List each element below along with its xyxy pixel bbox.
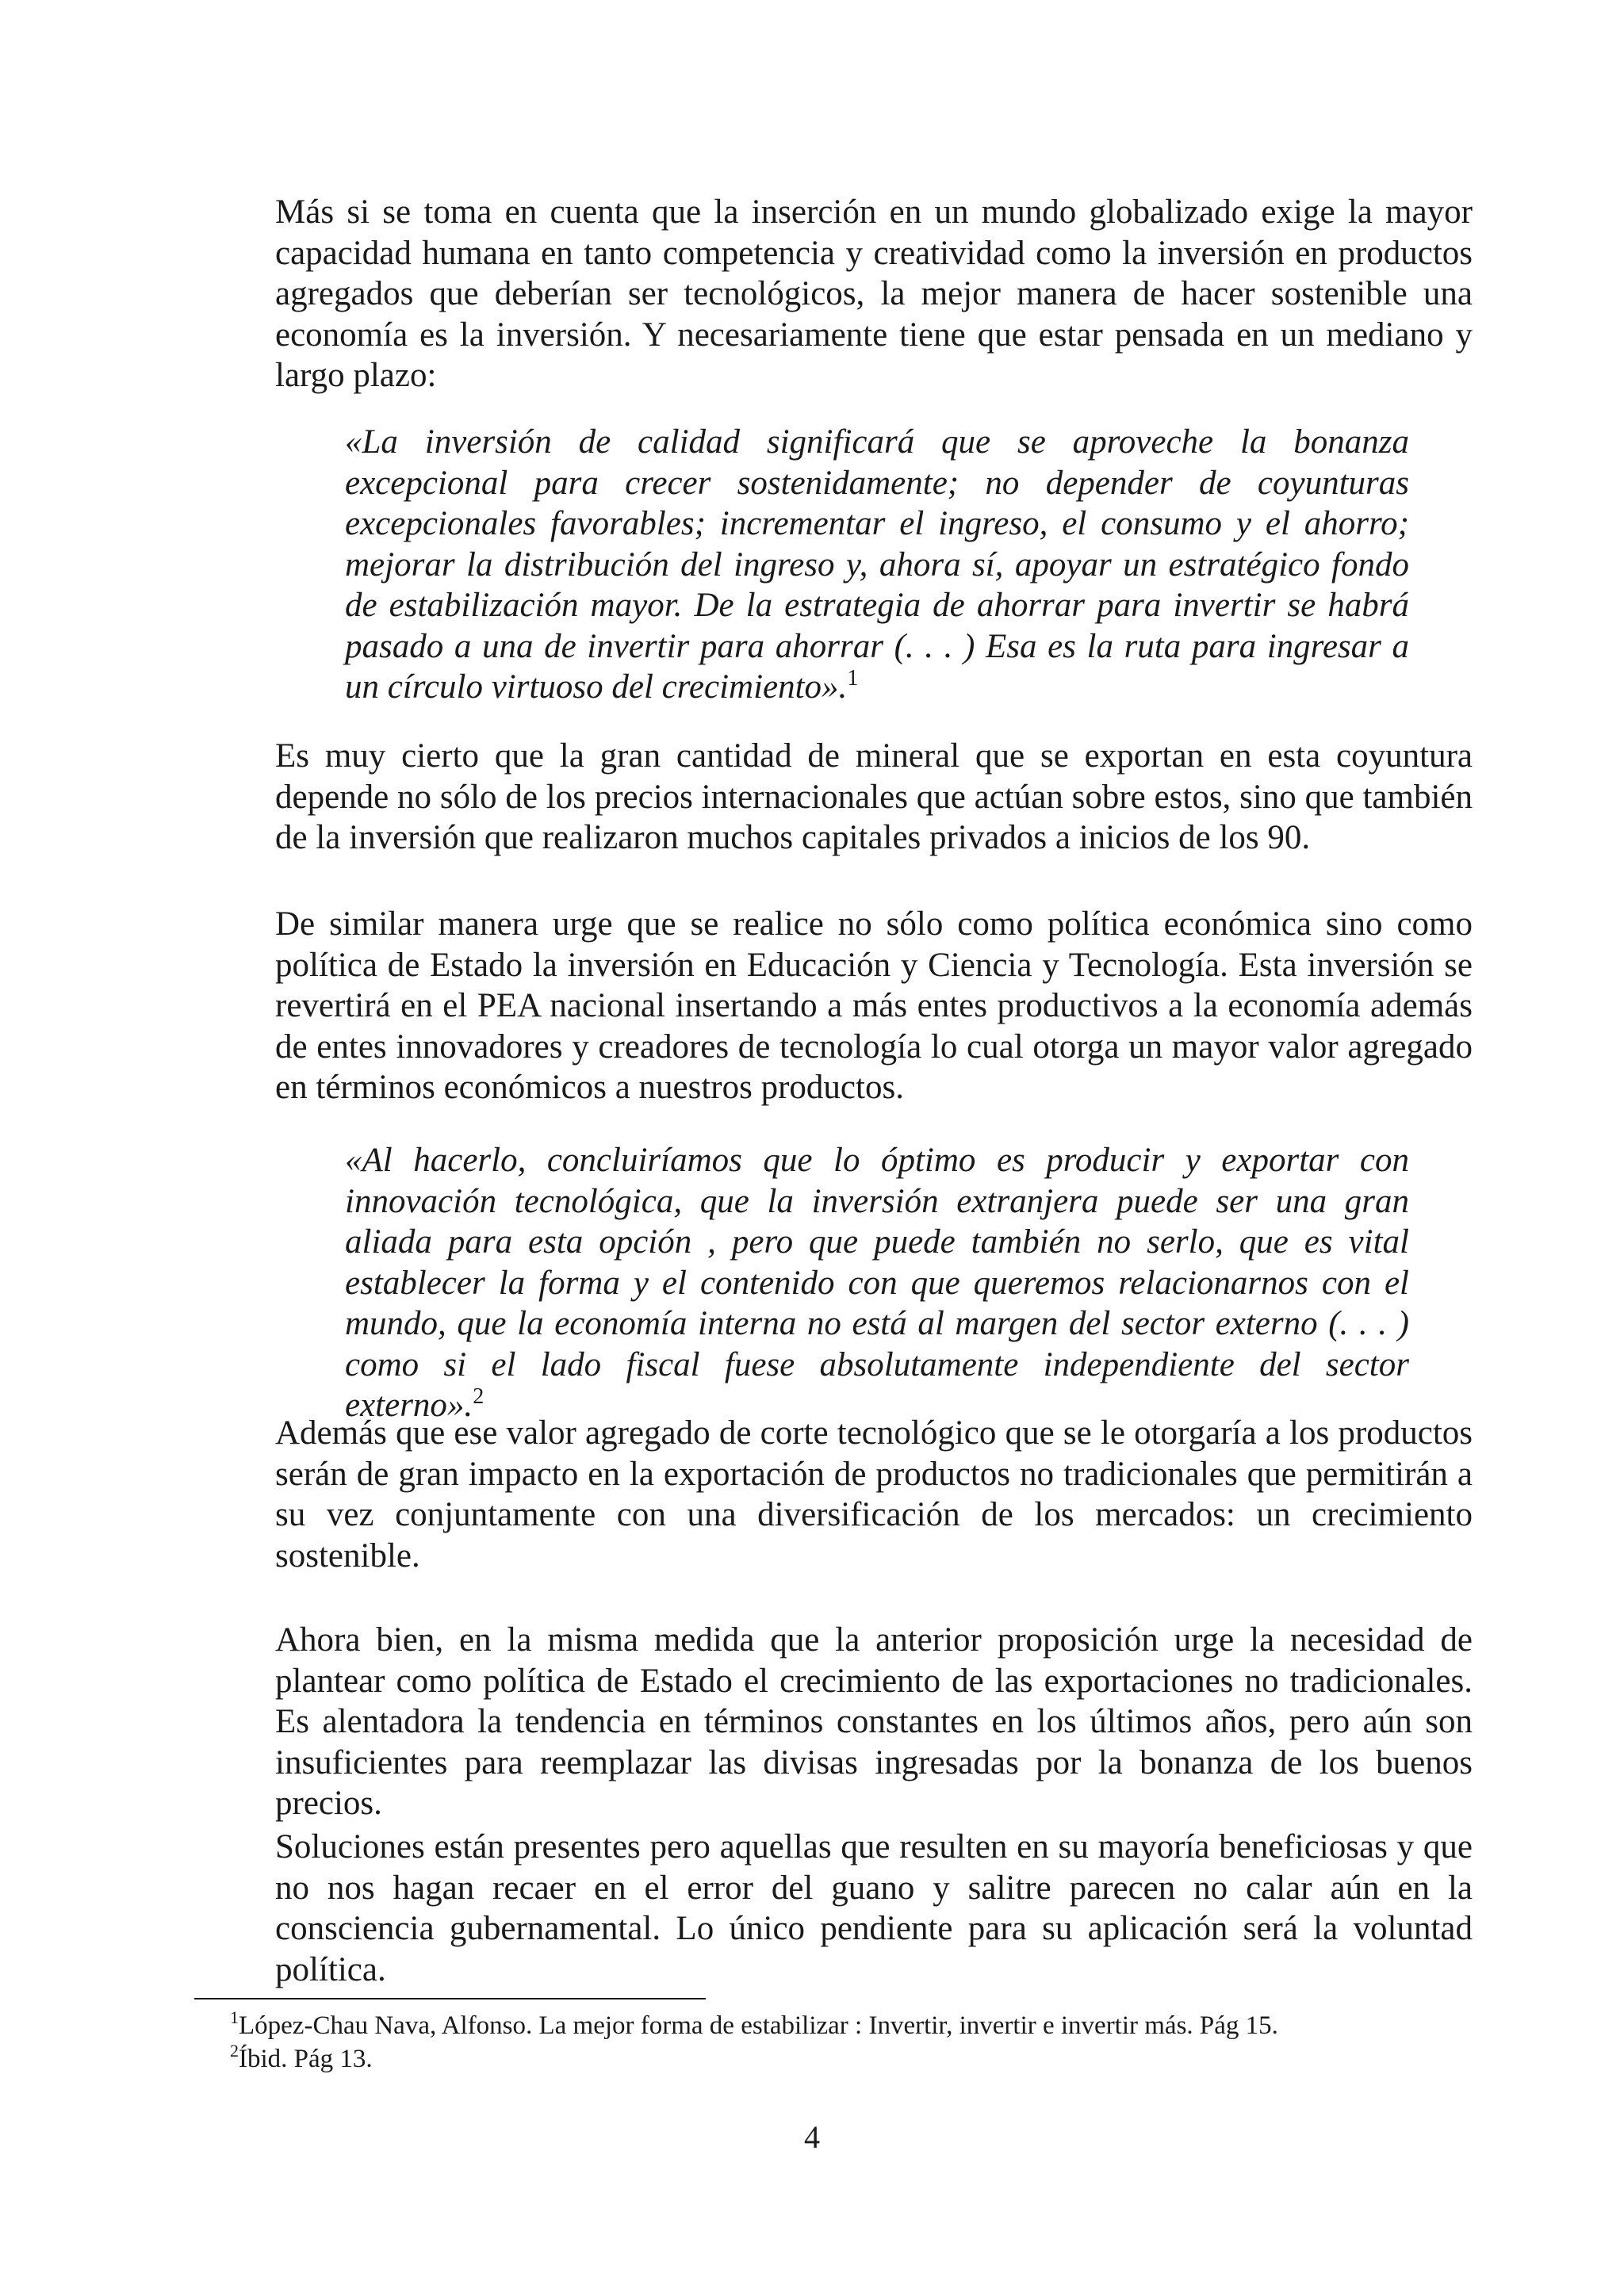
footnote-number: 2 bbox=[230, 2041, 239, 2061]
footnote-divider bbox=[194, 1998, 706, 1999]
quote-text: «Al hacerlo, concluiríamos que lo óptimo es producir y exportar con innovación tecnológica, que la inversión extranjera puede ser una gran aliada para esta opción , pero que puede también no serlo, que es vital establecer la forma y el contenido con que queremos relacionarnos con el mundo, que la economía interna no está al margen del sector externo (. . . ) como si el lado fiscal fuese absolutamente independiente del sector externo». bbox=[345, 1142, 1409, 1424]
footnote-1 bbox=[230, 2009, 1467, 2042]
paragraph-investment-intro: Más si se toma en cuenta que la inserción en un mundo globalizado exige la mayor capacidad humana en tanto competencia y creatividad como la inversión en productos agregados que deberían ser tecnológicos, la mejor manera de hacer sostenible una economía es la inversión. Y necesariamente tiene que estar pensada en un mediano y largo plazo: bbox=[275, 193, 1473, 394]
footnote-number: 1 bbox=[230, 2007, 239, 2027]
block-quote-1 bbox=[345, 422, 1409, 708]
paragraph-non-traditional-exports: Ahora bien, en la misma medida que la anterior proposición urge la necesidad de plantear como política de Estado el crecimiento de las exportaciones no tradicionales. Es alentadora la tendencia en términos constantes en los últimos años, pero aún son insuficientes para reemplazar las divisas ingresadas por la bonanza de los buenos precios. bbox=[275, 1621, 1473, 1822]
paragraph-solutions: Soluciones están presentes pero aquellas que resulten en su mayoría beneficiosas y que no nos hagan recaer en el error del guano y salitre parecen no calar aún en la consciencia gubernamental. Lo único pendiente para su aplicación será la voluntad política. bbox=[275, 1828, 1473, 1988]
footnotes-section bbox=[230, 2009, 1467, 2076]
footnote-text: López-Chau Nava, Alfonso. La mejor forma de estabilizar : Invertir, invertir e invertir más. Pág 15. bbox=[239, 2011, 1278, 2040]
paragraph-added-value: Además que ese valor agregado de corte tecnológico que se le otorgaría a los productos serán de gran impacto en la exportación de productos no tradicionales que permitirán a su vez conjuntamente con una diversificación de los mercados: un crecimiento sostenible. bbox=[275, 1414, 1473, 1575]
footnote-2 bbox=[230, 2042, 1467, 2076]
paragraph-education-investment: De similar manera urge que se realice no sólo como política económica sino como política de Estado la inversión en Educación y Ciencia y Tecnología. Esta inversión se revertirá en el PEA nacional insertando a más entes productivos a la economía además de entes innovadores y creadores de tecnología lo cual otorga un mayor valor agregado en términos económicos a nuestros productos. bbox=[275, 905, 1473, 1106]
block-quote-2 bbox=[345, 1140, 1409, 1426]
footnote-text: Íbid. Pág 13. bbox=[239, 2045, 373, 2073]
quote-text: «La inversión de calidad significará que se aproveche la bonanza excepcional para crecer sostenidamente; no depender de coyunturas excepcionales favorables; incrementar el ingreso, el consumo y el ahorro; mejorar la distribución del ingreso y, ahora sí, apoyar un estratégico fondo de estabilización mayor. De la estrategia de ahorrar para invertir se habrá pasado a una de invertir para ahorrar (. . . ) Esa es la ruta para ingresar a un círculo virtuoso del crecimiento». bbox=[345, 423, 1409, 706]
paragraph-mineral-exports: Es muy cierto que la gran cantidad de mineral que se exportan en esta coyuntura depende no sólo de los precios internacionales que actúan sobre estos, sino que también de la inversión que realizaron muchos capitales privados a inicios de los 90. bbox=[275, 737, 1473, 856]
footnote-reference-1[interactable]: 1 bbox=[847, 666, 859, 691]
page-number: 4 bbox=[804, 2119, 820, 2155]
footnote-reference-2[interactable]: 2 bbox=[473, 1384, 485, 1409]
